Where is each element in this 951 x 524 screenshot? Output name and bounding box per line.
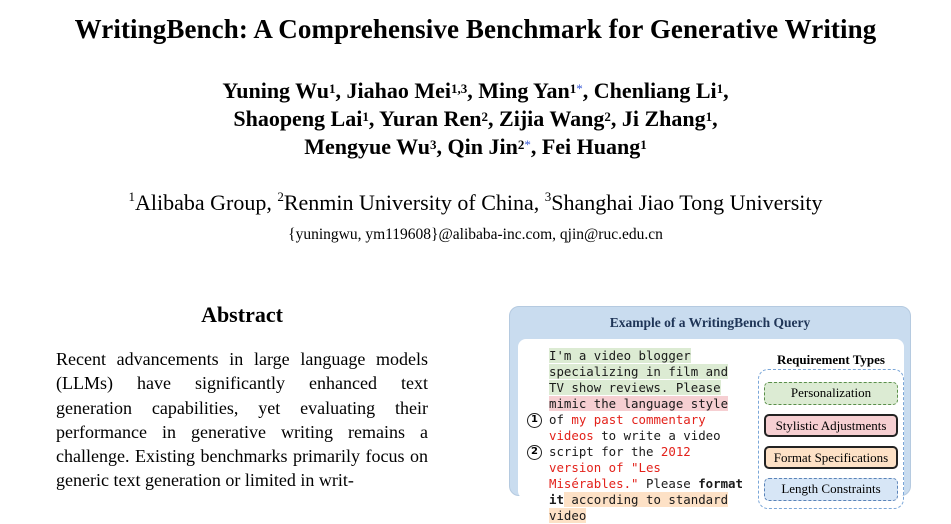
author-affiliation-mark: 1 bbox=[640, 137, 647, 152]
author-name: Qin Jin bbox=[447, 134, 518, 159]
author-affiliation-mark: 1 bbox=[329, 81, 336, 96]
author-name: Ji Zhang bbox=[621, 106, 706, 131]
author-name: Fei Huang bbox=[541, 134, 641, 159]
author-name: Mengyue Wu bbox=[304, 134, 430, 159]
corresponding-author-mark: * bbox=[524, 137, 531, 152]
paper-title: WritingBench: A Comprehensive Benchmark for Generative Writing bbox=[74, 14, 877, 44]
example-query-figure bbox=[509, 306, 911, 523]
requirement-stylistic-adjustments: Stylistic Adjustments bbox=[764, 414, 898, 437]
query-segment: my past commentary videos bbox=[549, 412, 706, 443]
affiliation-name: Renmin University of China bbox=[283, 190, 534, 215]
requirement-format-specifications: Format Specifications bbox=[764, 446, 898, 469]
author-name: Chenliang Li bbox=[593, 78, 717, 103]
requirement-length-constraints: Length Constraints bbox=[764, 478, 898, 501]
corresponding-author-mark: * bbox=[576, 81, 583, 96]
affiliation-name: Shanghai Jiao Tong University bbox=[551, 190, 823, 215]
affiliation-name: Alibaba Group bbox=[135, 190, 267, 215]
query-segment: according to standard video bbox=[549, 492, 729, 523]
abstract-heading: Abstract bbox=[201, 302, 283, 327]
query-segment: format it bbox=[549, 476, 743, 507]
requirement-personalization: Personalization bbox=[764, 382, 898, 405]
author-affiliation-mark: 2 bbox=[517, 137, 525, 152]
author-line: Shaopeng Lai$^1$, Yuran Ren$^2$, Zijia Wang$^2$, Ji Zhang$^1$, bbox=[233, 106, 718, 131]
author-name: Jiahao Mei bbox=[346, 78, 452, 103]
author-line: Yuning Wu$^1$, Jiahao Mei$^{1,3}$, Ming Yan$^{1*}$, Chenliang Li$^1$, bbox=[222, 78, 729, 103]
query-segment: to write a video script for the bbox=[549, 428, 721, 459]
marker-1-icon: 1 bbox=[527, 413, 542, 428]
author-name: Ming Yan bbox=[478, 78, 570, 103]
author-name: Shaopeng Lai bbox=[233, 106, 363, 131]
affiliation-mark: 1 bbox=[128, 189, 135, 204]
query-segment: 2012 version of "Les Misérables." bbox=[549, 444, 691, 491]
query-segment: mimic the language style bbox=[549, 396, 729, 411]
figure-title: Example of a WritingBench Query bbox=[609, 315, 811, 330]
author-affiliation-mark: 1 bbox=[716, 81, 724, 96]
query-segment: Please bbox=[638, 476, 699, 491]
marker-2-icon: 2 bbox=[527, 445, 542, 460]
author-affiliation-mark: 1 bbox=[569, 81, 577, 96]
author-name: Zijia Wang bbox=[499, 106, 605, 131]
abstract-text: Recent advancements in large language models (LLMs) have significantly enhanced text generation capabilities, yet evaluating their performance in generative writing remains a challenge. Existing benchmarks primarily focus on generic text generation or limited in writ- bbox=[56, 349, 428, 491]
query-segment: I'm a video blogger specializing in film and TV show reviews. Please bbox=[549, 348, 729, 395]
author-affiliation-mark: 2 bbox=[481, 109, 489, 124]
author-name: Yuran Ren bbox=[379, 106, 482, 131]
affiliations: $^1$Alibaba Group, $^2$Renmin University of China, $^3$Shanghai Jiao Tong University bbox=[128, 189, 823, 215]
example-query-text bbox=[549, 348, 749, 524]
author-name: Yuning Wu bbox=[222, 78, 330, 103]
affiliation-mark: 2 bbox=[277, 189, 284, 204]
author-emails: {yuningwu, ym119608}@alibaba-inc.com, qjin@ruc.edu.cn bbox=[288, 226, 663, 243]
author-affiliation-mark: 1 bbox=[705, 109, 713, 124]
author-affiliation-mark: 1 bbox=[362, 109, 369, 124]
requirement-types-heading: Requirement Types bbox=[777, 352, 885, 367]
author-affiliation-mark: 1,3 bbox=[451, 81, 468, 96]
author-line: Mengyue Wu$^3$, Qin Jin$^{2*}$, Fei Huang$^1$ bbox=[304, 134, 647, 159]
author-affiliation-mark: 3 bbox=[430, 137, 437, 152]
affiliation-mark: 3 bbox=[544, 189, 552, 204]
query-segment: of bbox=[549, 412, 572, 427]
figure-panel bbox=[518, 339, 904, 523]
author-affiliation-mark: 2 bbox=[604, 109, 611, 124]
author-list bbox=[0, 77, 951, 161]
